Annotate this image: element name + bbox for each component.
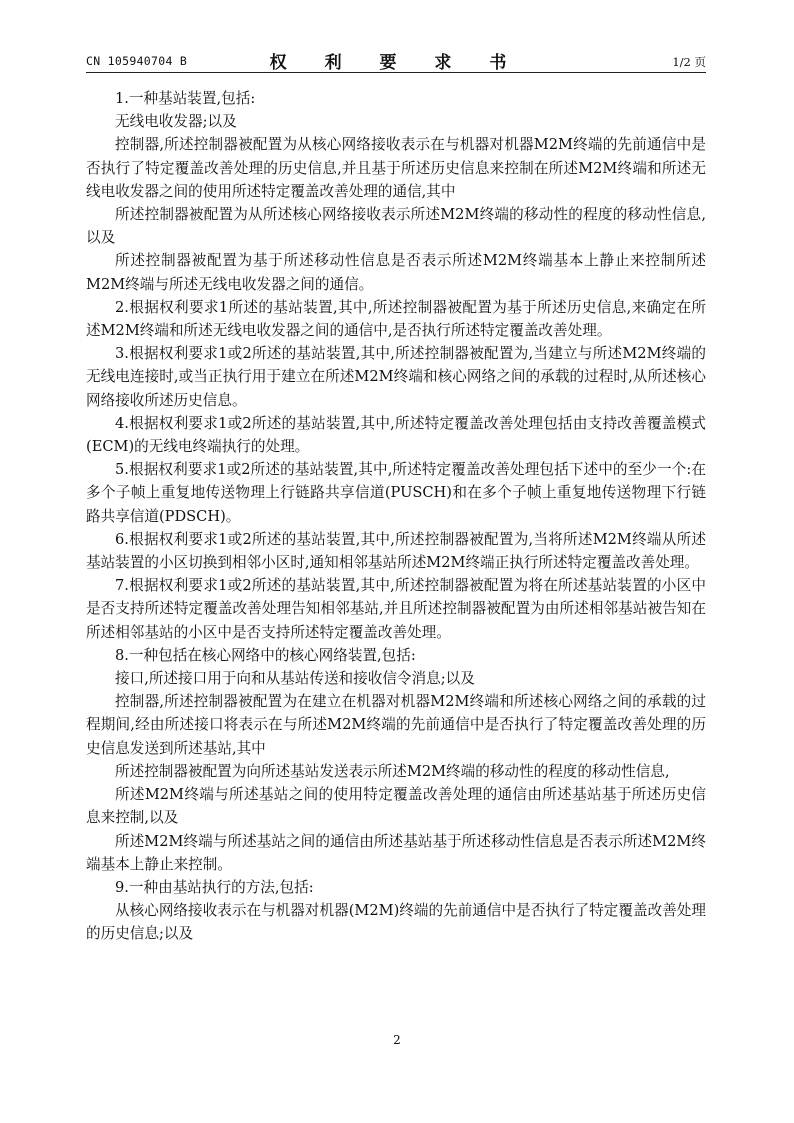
claim-paragraph: 2.根据权利要求1所述的基站装置,其中,所述控制器被配置为基于所述历史信息,来确定在所述M2M终端和所述无线电收发器之间的通信中,是否执行所述特定覆盖改善处理。 xyxy=(86,298,706,340)
document-number: CN 105940704 B xyxy=(86,54,188,68)
claim-paragraph: 8.一种包括在核心网络中的核心网络装置,包括: xyxy=(115,646,416,664)
claim-paragraph: 所述控制器被配置为基于所述移动性信息是否表示所述M2M终端基本上静止来控制所述M2M终端与所述无线电收发器之间的通信。 xyxy=(86,252,706,293)
claim-paragraph: 控制器,所述控制器被配置为在建立在机器对机器M2M终端和所述核心网络之间的承载的过程期间,经由所述接口将表示在与所述M2M终端的先前通信中是否执行了特定覆盖改善处理的历史信息发送到所述基站,其中 xyxy=(86,693,706,757)
claim-paragraph: 1.一种基站装置,包括: xyxy=(115,90,256,107)
claim-paragraph: 3.根据权利要求1或2所述的基站装置,其中,所述控制器被配置为,当建立与所述M2M终端的无线电连接时,或当正执行用于建立在所述M2M终端和核心网络之间的承载的过程时,从所述核心网络接收所述历史信息。 xyxy=(86,345,706,409)
claim-paragraph: 从核心网络接收表示在与机器对机器(M2M)终端的先前通信中是否执行了特定覆盖改善处理的历史信息;以及 xyxy=(86,902,706,943)
claim-paragraph: 9.一种由基站执行的方法,包括: xyxy=(115,878,314,896)
claim-paragraph: 4.根据权利要求1或2所述的基站装置,其中,所述特定覆盖改善处理包括由支持改善覆盖模式(ECM)的无线电终端执行的处理。 xyxy=(86,414,706,456)
header-divider xyxy=(86,72,706,73)
claim-paragraph: 所述控制器被配置为向所述基站发送表示所述M2M终端的移动性的程度的移动性信息, xyxy=(115,762,670,780)
page-number: 2 xyxy=(393,1033,401,1047)
claim-paragraph: 无线电收发器;以及 xyxy=(115,113,237,131)
claim-paragraph: 控制器,所述控制器被配置为从核心网络接收表示在与机器对机器M2M终端的先前通信中是否执行了特定覆盖改善处理的历史信息,并且基于所述历史信息来控制在所述M2M终端和所述无线电收发器之间的使用所述特定覆盖改善处理的通信,其中 xyxy=(86,136,706,200)
claim-paragraph: 所述M2M终端与所述基站之间的使用特定覆盖改善处理的通信由所述基站基于所述历史信息来控制,以及 xyxy=(86,786,706,827)
claim-paragraph: 接口,所述接口用于向和从基站传送和接收信令消息;以及 xyxy=(115,670,475,688)
claim-paragraph: 5.根据权利要求1或2所述的基站装置,其中,所述特定覆盖改善处理包括下述中的至少一个:在多个子帧上重复地传送物理上行链路共享信道(PUSCH)和在多个子帧上重复地传送物理下行链路共享信道(PDSCH)。 xyxy=(86,461,706,525)
document-title: 权 利 要 求 书 xyxy=(269,53,523,73)
claim-paragraph: 7.根据权利要求1或2所述的基站装置,其中,所述控制器被配置为将在所述基站装置的小区中是否支持所述特定覆盖改善处理告知相邻基站,并且所述控制器被配置为由所述相邻基站被告知在所述相邻基站的小区中是否支持所述特定覆盖改善处理。 xyxy=(86,577,706,641)
claim-paragraph: 所述控制器被配置为从所述核心网络接收表示所述M2M终端的移动性的程度的移动性信息,以及 xyxy=(86,206,706,247)
claim-paragraph: 6.根据权利要求1或2所述的基站装置,其中,所述控制器被配置为,当将所述M2M终端从所述基站装置的小区切换到相邻小区时,通知相邻基站所述M2M终端正执行所述特定覆盖改善处理。 xyxy=(86,530,706,572)
claims-body xyxy=(86,87,706,946)
claim-paragraph: 所述M2M终端与所述基站之间的通信由所述基站基于所述移动性信息是否表示所述M2M终端基本上静止来控制。 xyxy=(86,832,706,873)
page-header xyxy=(86,50,706,73)
page-indicator: 1/2 页 xyxy=(672,55,706,69)
